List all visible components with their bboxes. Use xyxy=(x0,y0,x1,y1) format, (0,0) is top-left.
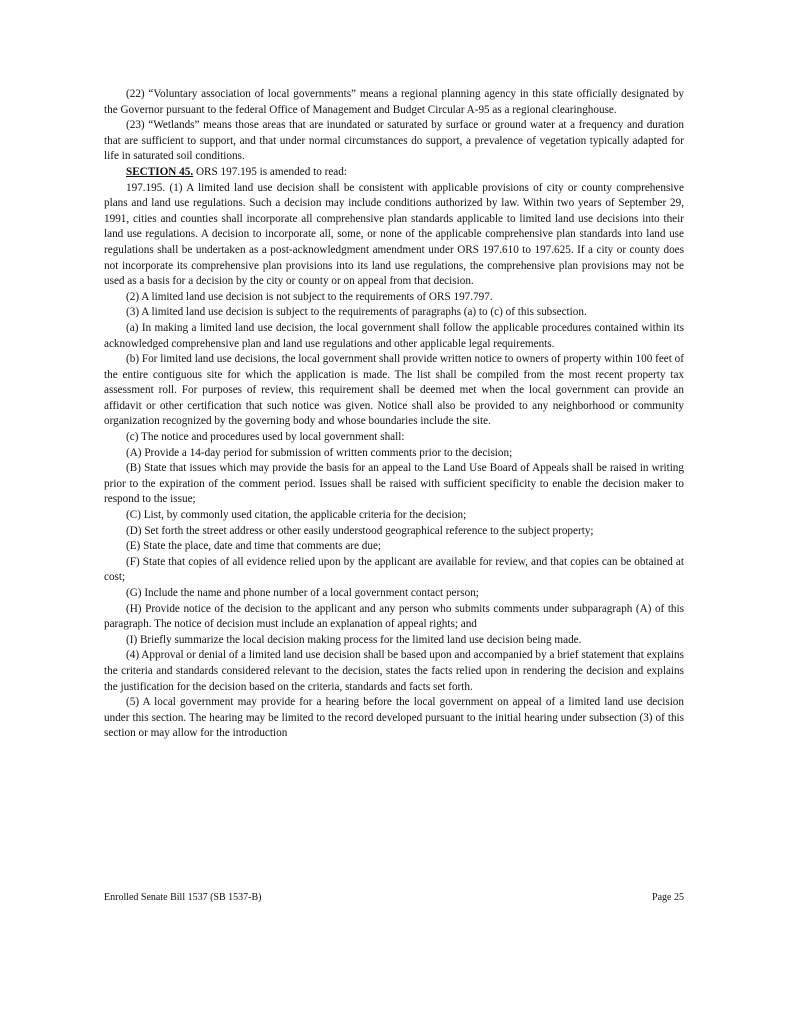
page-footer xyxy=(104,892,684,904)
subsection-3: (3) A limited land use decision is subject to the requirements of paragraphs (a) to (c) of this subsection. xyxy=(126,306,587,319)
page-body xyxy=(104,87,684,742)
subparagraph-d: (D) Set forth the street address or other easily understood geographical reference to the subject property; xyxy=(126,524,594,537)
paragraph-3b: (b) For limited land use decisions, the local government shall provide written notice to owners of property within 100 feet of the entire contiguous site for which the application is made. The list shall be compiled from the most recent property tax assessment roll. For purposes of review, this requirement shall be deemed met when the local government can provide an affidavit or other certification that such notice was given. Notice shall also be provided to any neighborhood or community organization recognized by the governing body and whose boundaries include the site. xyxy=(104,353,684,428)
subparagraph-e: (E) State the place, date and time that comments are due; xyxy=(126,540,382,553)
paragraph-3a: (a) In making a limited land use decision, the local government shall follow the applicable procedures contained within its acknowledged comprehensive plan and land use regulations and other applicable legal requirements. xyxy=(104,321,684,350)
subparagraph-i: (I) Briefly summarize the local decision making process for the limited land use decision being made. xyxy=(126,633,582,646)
subparagraph-c: (C) List, by commonly used citation, the applicable criteria for the decision; xyxy=(126,509,467,522)
subsection-4: (4) Approval or denial of a limited land use decision shall be based upon and accompanied by a brief statement that explains the criteria and standards considered relevant to the decision, states the facts relied upon in rendering the decision and explains the justification for the decision based on the criteria, standards and facts set forth. xyxy=(104,649,684,693)
subsection-1: 197.195. (1) A limited land use decision shall be consistent with applicable provisions of city or county comprehensive plans and land use regulations. Such a decision may include conditions authorized by law. Within two years of September 29, 1991, cities and counties shall incorporate all comprehensive plan standards applicable to limited land use decisions into their land use regulations. A decision to incorporate all, some, or none of the applicable comprehensive plan standards into land use regulations shall be undertaken as a post-acknowledgment amendment under ORS 197.610 to 197.625. If a city or county does not incorporate its comprehensive plan provisions into its land use regulations, the comprehensive plan provisions may not be used as a basis for a decision by the city or county or on appeal from that decision. xyxy=(104,181,684,288)
paragraph-23: (23) “Wetlands” means those areas that are inundated or saturated by surface or ground water at a frequency and duration that are sufficient to support, and that under normal circumstances do support, a prevalence of vegetation typically adapted for life in saturated soil conditions. xyxy=(104,119,684,163)
subparagraph-g: (G) Include the name and phone number of a local government contact person; xyxy=(126,587,479,599)
page-number: Page 25 xyxy=(652,892,684,903)
section-intro: ORS 197.195 is amended to read: xyxy=(193,165,347,178)
section-heading: SECTION 45. xyxy=(126,165,194,178)
subparagraph-a: (A) Provide a 14-day period for submission of written comments prior to the decision; xyxy=(126,446,513,459)
subparagraph-b: (B) State that issues which may provide the basis for an appeal to the Land Use Board of Appeals shall be raised in writing prior to the expiration of the comment period. Issues shall be raised with sufficient specificity to enable the decision maker to respond to the issue; xyxy=(104,462,684,506)
subparagraph-h: (H) Provide notice of the decision to the applicant and any person who submits comments under subparagraph (A) of this paragraph. The notice of decision must include an explanation of appeal rights; and xyxy=(104,602,684,631)
subsection-2: (2) A limited land use decision is not subject to the requirements of ORS 197.797. xyxy=(126,290,493,303)
paragraph-22: (22) “Voluntary association of local governments” means a regional planning agency in this state officially designated by the Governor pursuant to the federal Office of Management and Budget Circular A-95 as a regional clearinghouse. xyxy=(104,88,684,116)
bill-label: Enrolled Senate Bill 1537 (SB 1537-B) xyxy=(104,892,262,903)
paragraph-3c: (c) The notice and procedures used by local government shall: xyxy=(126,431,405,444)
subsection-5: (5) A local government may provide for a hearing before the local government on appeal of a limited land use decision under this section. The hearing may be limited to the record developed pursuant to the initial hearing under subsection (3) of this section or may allow for the introduction xyxy=(104,696,684,740)
subparagraph-f: (F) State that copies of all evidence relied upon by the applicant are available for review, and that copies can be obtained at cost; xyxy=(104,555,684,584)
section-line xyxy=(104,165,684,181)
